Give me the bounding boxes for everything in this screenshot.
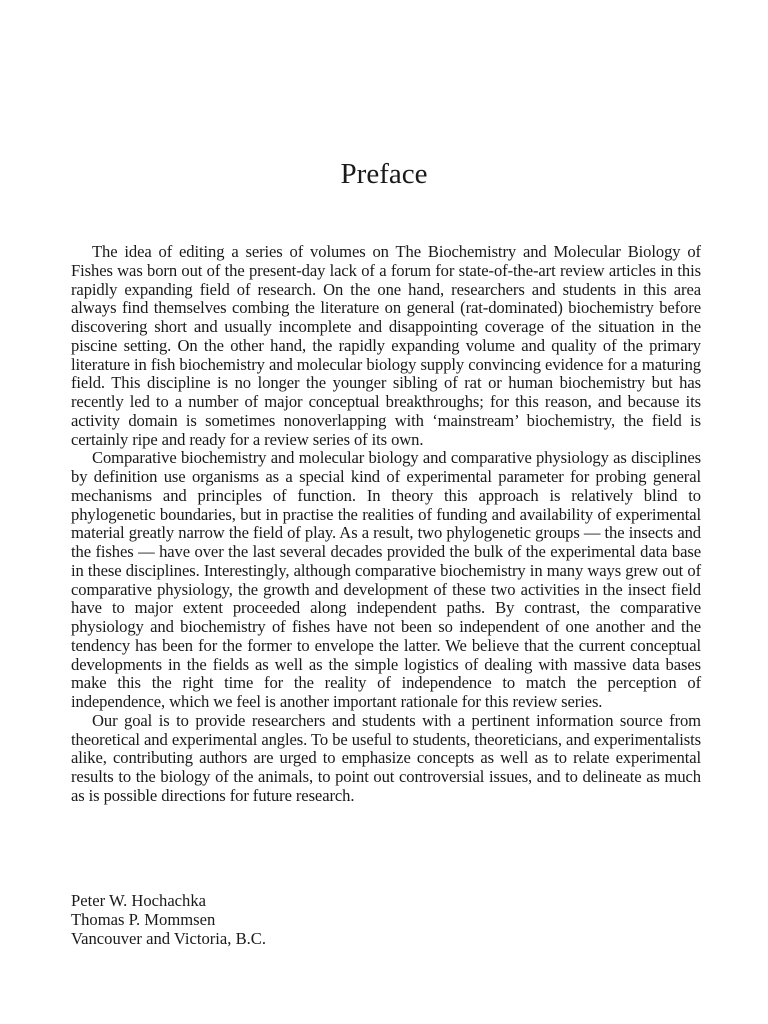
paragraph-2: Comparative biochemistry and molecular biology and comparative physiology as disciplines by definition use organisms as a special kind of experimental parameter for probing general mechanisms and principles of function. In theory this approach is relatively blind to phylogenetic boundaries, but in practise the realities of funding and availability of experimental material greatly narrow the field of play. As a result, two phylogenetic groups — the insects and the fishes — have over the last several decades provided the bulk of the experimental data base in these disciplines. Interestingly, although comparative biochemistry in many ways grew out of comparative physiology, the growth and development of these two activities in the insect field have to major extent proceeded along independent paths. By contrast, the comparative physiology and biochemistry of fishes have not been so independent of one another and the tendency has been for the former to envelope the latter. We believe that the current conceptual developments in the fields as well as the simple logistics of dealing with massive data bases make this the right time for the reality of independence to match the perception of independence, which we feel is another important rationale for this review series. <box>71 448 701 711</box>
preface-body <box>71 243 701 806</box>
author-name-1: Peter W. Hochachka <box>71 891 207 910</box>
paragraph-3: Our goal is to provide researchers and students with a pertinent information source from theoretical and experimental angles. To be useful to students, theoreticians, and experimentalists alike, contributing authors are urged to emphasize concepts as well as to relate experimental results to the biology of the animals, to point out controversial issues, and to delineate as much as is possible directions for future research. <box>71 710 701 805</box>
paragraph-1: The idea of editing a series of volumes on The Biochemistry and Molecular Biology of Fishes was born out of the present-day lack of a forum for state-of-the-art review articles in this rapidly expanding field of research. On the one hand, researchers and students in this area always find themselves combing the literature on general (rat-dominated) biochemistry before discovering short and usually incomplete and disappointing coverage of the situation in the piscine setting. On the other hand, the rapidly expanding volume and quality of the primary literature in fish biochemistry and molecular biology supply convincing evidence for a maturing field. This discipline is no longer the younger sibling of rat or human biochemistry but has recently led to a number of major conceptual breakthroughs; for this reason, and because its activity domain is sometimes nonoverlapping with ‘mainstream’ biochemistry, the field is certainly ripe and ready for a review series of its own. <box>71 242 701 449</box>
signature-location: Vancouver and Victoria, B.C. <box>71 928 267 948</box>
page-title: Preface <box>340 158 428 190</box>
author-name-2: Thomas P. Mommsen <box>71 909 216 929</box>
signature-block <box>71 892 266 948</box>
